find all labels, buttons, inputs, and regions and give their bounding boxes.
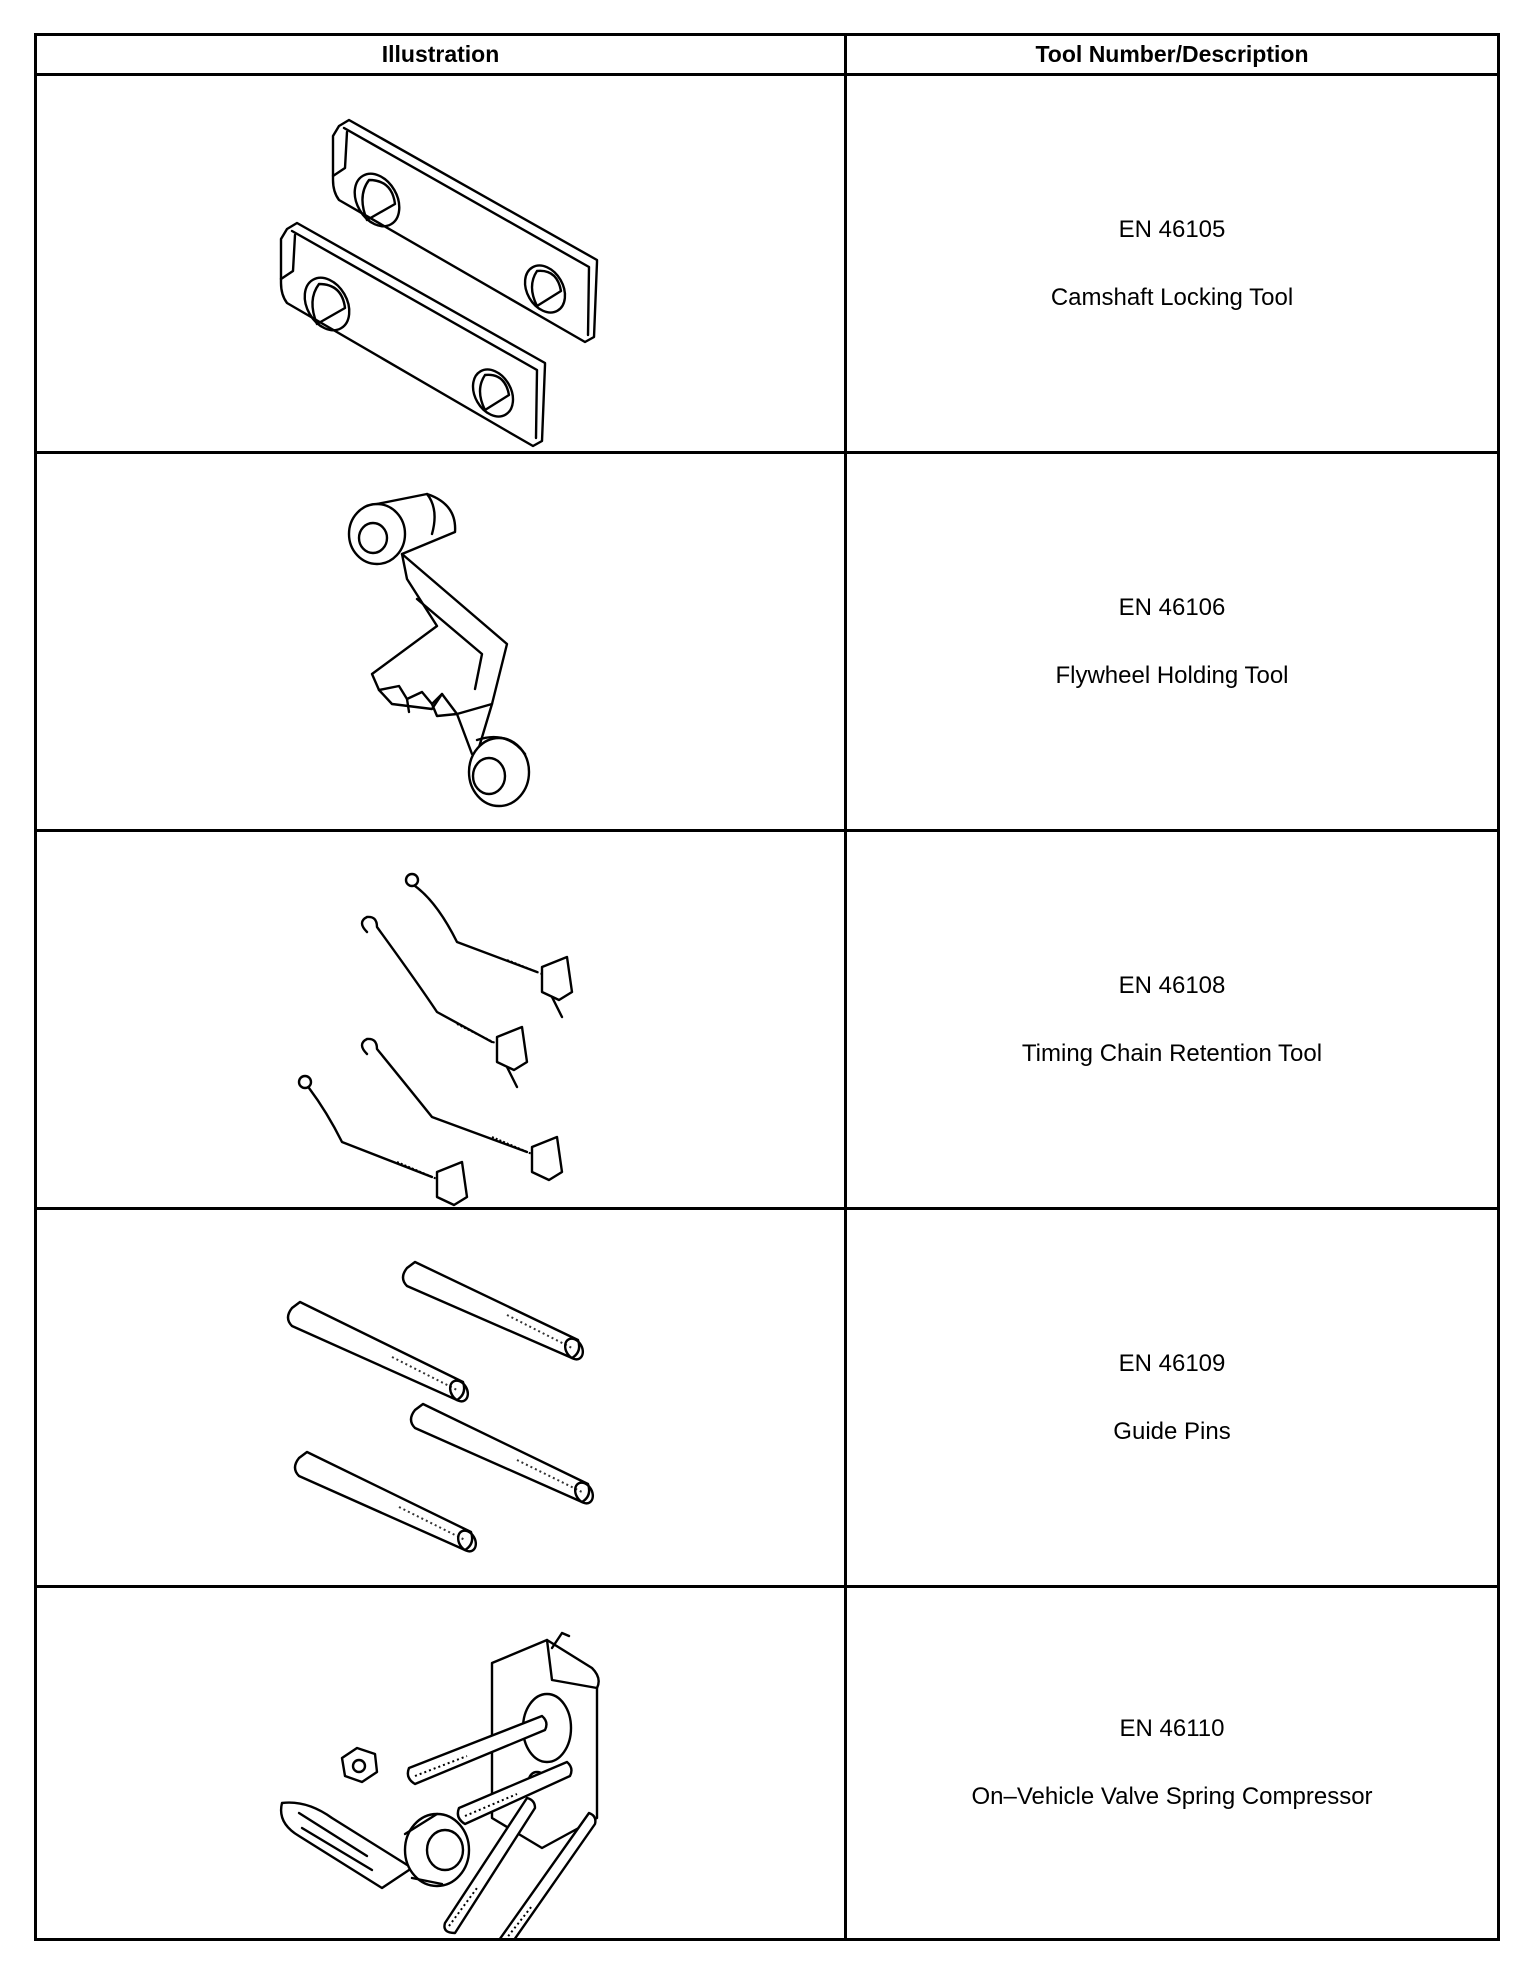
guide-pins-icon	[37, 1210, 844, 1585]
table-row	[37, 1588, 1497, 1938]
tools-table	[34, 33, 1500, 1941]
table-row	[37, 832, 1497, 1210]
tool-number: EN 46109	[1118, 1349, 1226, 1377]
tool-description: Flywheel Holding Tool	[1055, 661, 1289, 689]
table-row	[37, 454, 1497, 832]
tool-number: EN 46105	[1118, 215, 1226, 243]
tool-description: Guide Pins	[1113, 1417, 1231, 1445]
tool-number: EN 46108	[1118, 971, 1226, 999]
timing-chain-retention-tool-icon	[37, 832, 844, 1207]
valve-spring-compressor-icon	[37, 1588, 844, 1938]
table-header	[37, 36, 1497, 76]
tool-number: EN 46110	[1119, 1715, 1225, 1742]
tool-description: On–Vehicle Valve Spring Compressor	[971, 1783, 1373, 1810]
table-row	[37, 1210, 1497, 1588]
header-tool-description: Tool Number/Description	[1035, 41, 1309, 67]
camshaft-locking-tool-icon	[37, 76, 844, 451]
tool-description: Timing Chain Retention Tool	[1021, 1039, 1323, 1067]
table-row	[37, 76, 1497, 454]
flywheel-holding-tool-icon	[37, 454, 844, 829]
header-illustration: Illustration	[381, 41, 500, 67]
tool-number: EN 46106	[1118, 593, 1226, 621]
tool-description: Camshaft Locking Tool	[1050, 283, 1294, 311]
